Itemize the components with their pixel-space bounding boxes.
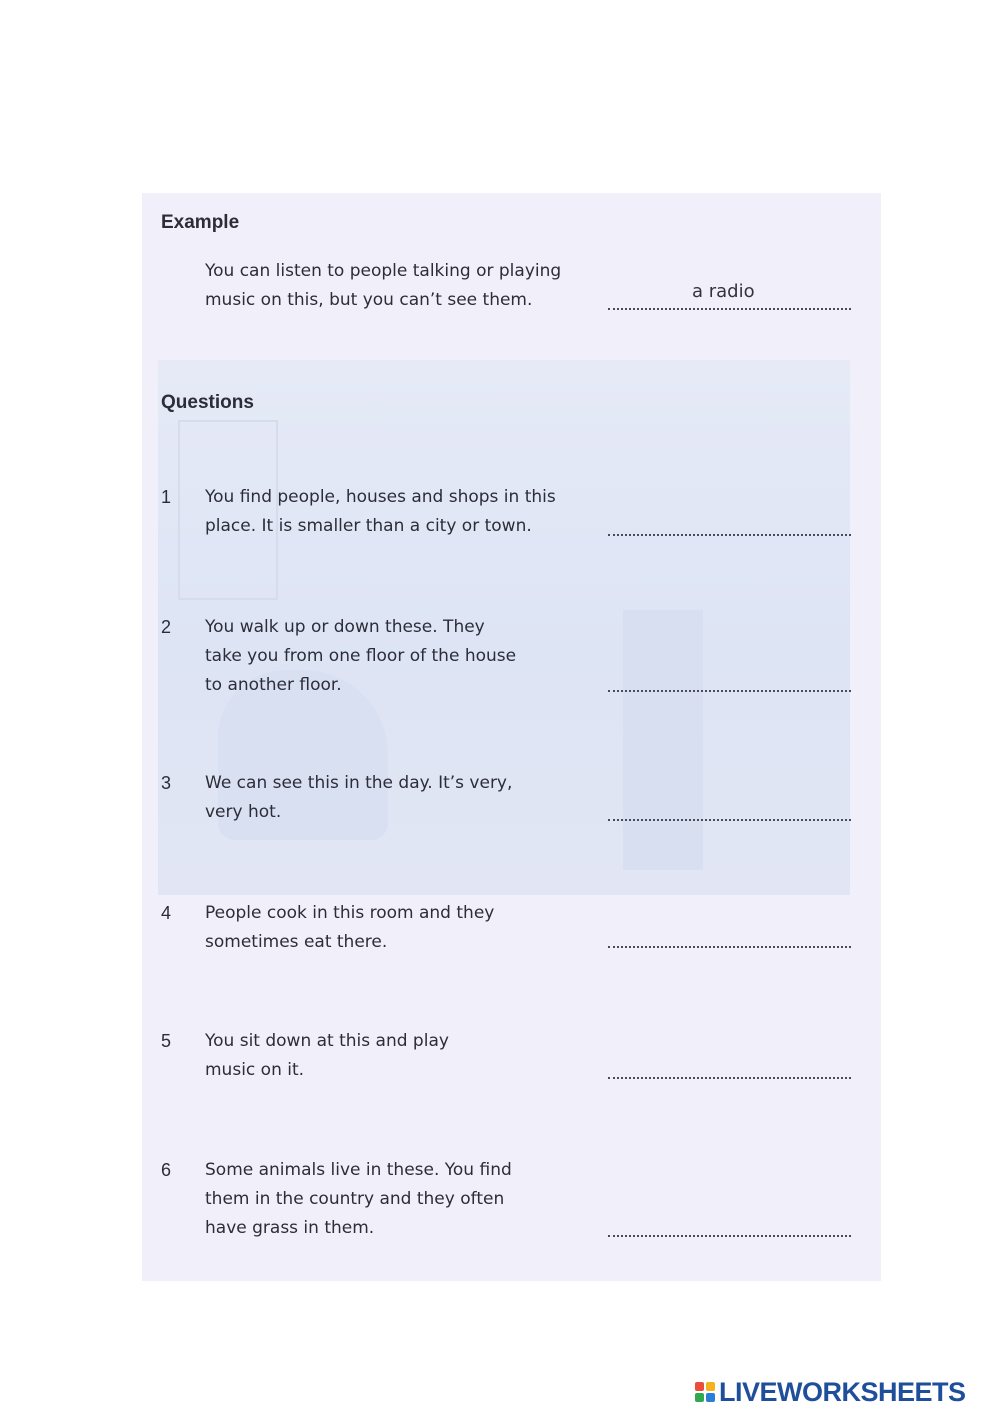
question-2-number: 2 — [161, 617, 172, 637]
question-3-answer-field[interactable] — [608, 819, 851, 821]
question-1-line-2: place. It is smaller than a city or town. — [205, 516, 532, 536]
question-3-line-1: We can see this in the day. It’s very, — [205, 773, 513, 793]
question-4-line-1: People cook in this room and they — [205, 903, 495, 923]
question-6-line-3: have grass in them. — [205, 1218, 375, 1238]
question-3-line-2: very hot. — [205, 802, 282, 822]
question-5-line-1: You sit down at this and play — [205, 1031, 449, 1051]
example-answer: a radio — [692, 281, 755, 302]
example-line-1: You can listen to people talking or playing — [205, 261, 562, 281]
question-1-number: 1 — [161, 487, 172, 507]
question-6-line-2: them in the country and they often — [205, 1189, 505, 1209]
logo-square-blue — [706, 1393, 715, 1402]
question-2-line-2: take you from one floor of the house — [205, 646, 517, 666]
question-6-line-1: Some animals live in these. You find — [205, 1160, 512, 1180]
logo-square-green — [695, 1393, 704, 1402]
question-5-answer-field[interactable] — [608, 1077, 851, 1079]
question-2-line-1: You walk up or down these. They — [205, 617, 485, 637]
worksheet-page — [142, 193, 881, 1281]
liveworksheets-wordmark: LIVEWORKSHEETS — [719, 1376, 966, 1407]
question-2-answer-field[interactable] — [608, 690, 851, 692]
question-4-text — [205, 899, 625, 957]
question-6-text — [205, 1156, 625, 1243]
question-5-number: 5 — [161, 1031, 172, 1051]
questions-heading: Questions — [161, 392, 254, 413]
example-heading: Example — [161, 212, 240, 233]
question-3-text — [205, 769, 625, 827]
question-1-line-1: You find people, houses and shops in this — [205, 487, 556, 507]
question-1-text — [205, 483, 625, 541]
question-5-text — [205, 1027, 625, 1085]
liveworksheets-icon — [695, 1382, 715, 1402]
logo-square-yellow — [706, 1382, 715, 1391]
example-answer-line — [608, 308, 851, 310]
question-6-answer-field[interactable] — [608, 1235, 851, 1237]
question-4-answer-field[interactable] — [608, 946, 851, 948]
example-text — [205, 257, 625, 315]
question-2-text — [205, 613, 625, 700]
question-3-number: 3 — [161, 773, 172, 793]
question-4-line-2: sometimes eat there. — [205, 932, 388, 952]
question-6-number: 6 — [161, 1160, 172, 1180]
example-line-2: music on this, but you can’t see them. — [205, 290, 533, 310]
logo-square-red — [695, 1382, 704, 1391]
question-5-line-2: music on it. — [205, 1060, 305, 1080]
question-2-line-3: to another floor. — [205, 675, 342, 695]
question-4-number: 4 — [161, 903, 172, 923]
question-1-answer-field[interactable] — [608, 534, 851, 536]
liveworksheets-logo[interactable] — [695, 1377, 966, 1407]
